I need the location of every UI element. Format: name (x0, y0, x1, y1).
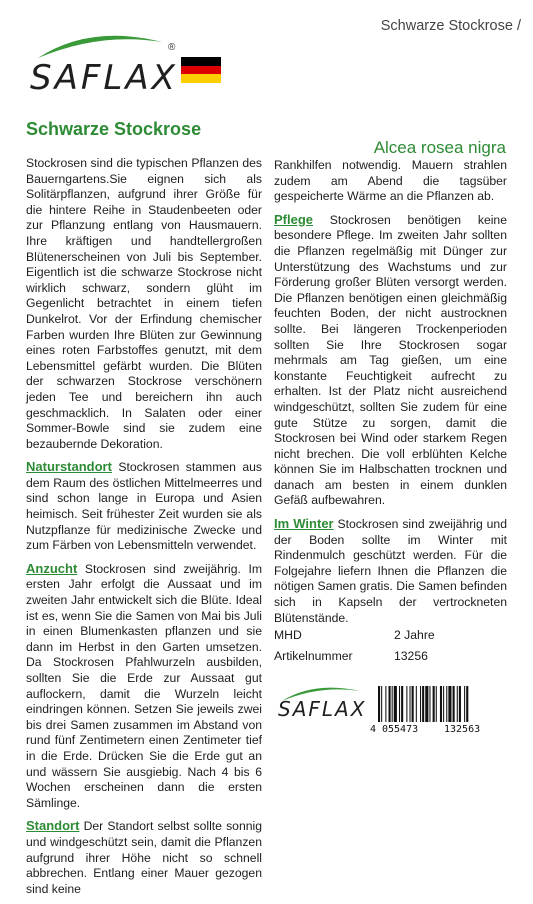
winter-text: Stockrosen sind zweijährig und der Boden sollte im Winter mit Rindenmulch geschützt werden. Für die Folgejahre liefern Ihnen die Pflanzen die nötigen Samen gratis. Die Samen befinden sich in Kapseln der vertrockneten Blütenstände. (274, 517, 507, 625)
winter-heading: Im Winter (274, 516, 334, 532)
barcode-bar (459, 686, 461, 722)
right-column (274, 158, 507, 633)
saflax-logo (30, 28, 180, 100)
barcode-bar (412, 686, 414, 722)
left-column (26, 156, 262, 904)
naturstandort-text: Stockrosen stammen aus dem Raum des östlichen Mittelmeerres und sind schon lange in Europa und Asien heimisch. Seit frühester Zeit wurden sie als Nutzpflanze für medizinische Zwecke und zum Färben von Lebensmitteln verwendet. (26, 460, 262, 553)
pflege-heading: Pflege (274, 211, 314, 227)
barcode-bar (425, 686, 428, 722)
logo-small-text: SAFLAX (278, 697, 367, 721)
barcode-bar (436, 686, 437, 722)
artikel-value: 13256 (394, 649, 428, 663)
standort-section (26, 818, 262, 897)
mhd-row (274, 628, 507, 649)
barcode-bar (466, 686, 468, 722)
barcode-bar (399, 686, 400, 722)
breadcrumb: Schwarze Stockrose / (380, 18, 521, 34)
mhd-value: 2 Jahre (394, 628, 435, 642)
barcode-bar (410, 686, 411, 722)
barcode-bar (401, 686, 403, 722)
barcode-bar (457, 686, 458, 722)
page-title: Schwarze Stockrose (26, 119, 202, 139)
mhd-label: MHD (274, 628, 302, 642)
barcode-first-digit: 4 (370, 724, 377, 735)
saflax-logo-small (278, 683, 368, 723)
barcode-left-group: 055473 (382, 724, 419, 735)
anzucht-heading: Anzucht (26, 560, 78, 576)
product-meta (274, 628, 507, 670)
pflege-text: Stockrosen benötigen keine besondere Pflege. Im zweiten Jahr sollten die Pflanzen regelmäßig mit Dünger zur Unterstützung des Wachstums und zur Förderung großer Blüten versorgt werden. Die Pflanzen benötigen einen gleichmäßig feuchten Boden, der nicht austrocknen sollte. Bei längeren Trockenperioden sollten Sie Ihre Stockrosen sogar mehrmals am Tag gießen, um eine konstante Feuchtigkeit aufrecht zu erhalten. Ist der Platz nicht ausreichend windgeschützt, sollten Sie zudem für eine gute Stütze zu sorgen, damit die Stockrosen bei Wind oder starkem Regen nicht brechen. Die voll erblühten Kelche können Sie im Halbschatten trocknen und danach am besten in einem dunklen Gefäß aufbewahren. (274, 212, 507, 508)
barcode-bar (433, 686, 435, 722)
barcode-bar (453, 686, 455, 722)
barcode-bar (440, 686, 442, 722)
barcode-bar (378, 686, 380, 722)
barcode-right-group: 132563 (444, 724, 481, 735)
naturstandort-heading: Naturstandort (26, 459, 112, 475)
artikel-label: Artikelnummer (274, 649, 353, 663)
standort-continuation: Rankhilfen notwendig. Mauern strahlen zudem am Abend die tagsüber gespeicherte Wärme an die Pflanzen ab. (274, 158, 507, 204)
barcode-bar (385, 686, 386, 722)
barcode-bar (464, 686, 465, 722)
barcode-bar (448, 686, 451, 722)
standort-text: Der Standort selbst sollte sonnig und windgeschützt sein, damit die Pflanzen aufgrund ihrer Höhe nicht so schnell abbrechen. Entlang einer Mauer gezogen sind keine (26, 819, 262, 896)
botanical-name: Alcea rosea nigra (373, 138, 506, 157)
barcode-bar (422, 686, 424, 722)
barcode-bar (416, 686, 417, 722)
pflege-section (274, 212, 507, 509)
registered-mark: ® (168, 42, 176, 53)
barcode-bar (394, 686, 397, 722)
barcode-bar (406, 686, 407, 722)
barcode-bar (420, 686, 421, 722)
anzucht-text: Stockrosen sind zweijährig. Im ersten Jahr erfolgt die Aussaat und im zweiten Jahr entwickelt sich die Blüte. Ideal ist es, wenn Sie die Samen von Mai bis Juli in einen Blumenkasten pflanzen und sie dann im Herbst in den Garten umsetzen. Da Stockrosen Pfahlwurzeln ausbilden, sollten Sie die Erde zur Aussaat gut auflockern, damit die Wurzeln leicht eindringen können. Setzen Sie jeweils zwei bis drei Samen zusammen im Abstand von rund fünf Zentimetern einen Zentimeter tief in die Erde. Drücken Sie die Erde gut an und wässern Sie ausgiebig. Nach 4 bis 6 Wochen erscheinen dann die ersten Sämlinge. (26, 561, 262, 810)
barcode-bar (443, 686, 444, 722)
artikel-row (274, 649, 507, 670)
german-flag-icon (181, 57, 221, 83)
barcode-bar (389, 686, 391, 722)
anzucht-section (26, 561, 262, 812)
winter-section (274, 516, 507, 626)
barcode-bar (392, 686, 393, 722)
barcode-bar (381, 686, 382, 722)
barcode-bar (446, 686, 447, 722)
intro-paragraph: Stockrosen sind die typischen Pflanzen des Bauerngartens.Sie eignen sich als Solitärpflanzen, aufgrund ihrer Größe für die hintere Reihe in Staudenbeeten oder zur Pflanzung entlang von Hausmauern. Ihre kräftigen und handtellergroßen Blütenerscheinen von Juli bis September. Eigentlich ist die schwarze Stockrose nicht wirklich schwarz, sondern glüht im Gegenlicht betrachtet in einem tiefen Dunkelrot. Vor der Erfindung chemischer Farben wurden Ihre Blüten zur Gewinnung eines roten Farbstoffes genutzt, mit dem Lebensmittel gefärbt wurden. Die Blüten der schwarzen Stockrose verschönern jeden Tee und bereichern ihn auch geschmacklich. In Salaten oder einer Sommer-Bowle sind sie zudem eine bezaubernde Dekoration. (26, 156, 262, 451)
barcode-bar (429, 686, 430, 722)
naturstandort-section (26, 459, 262, 554)
logo-text: SAFLAX (30, 58, 178, 98)
standort-heading: Standort (26, 818, 80, 834)
